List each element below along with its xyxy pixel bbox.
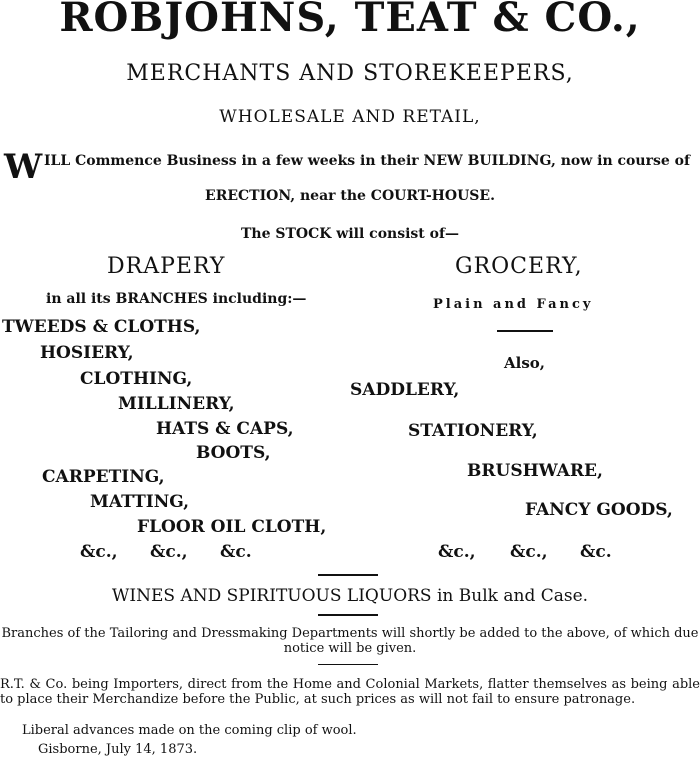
grocery-rule (497, 330, 553, 332)
drapery-item: CARPETING, (42, 467, 165, 487)
drapery-item: FLOOR OIL CLOTH, (137, 517, 327, 537)
also-label: Also, (504, 354, 546, 372)
intro-line-1: ILL Commence Business in a few weeks in their NEW BUILDING, now in course of (44, 153, 690, 169)
section-rule (318, 664, 378, 665)
intro-line-2: ERECTION, near the COURT-HOUSE. (205, 188, 495, 204)
grocery-item: BRUSHWARE, (467, 461, 603, 481)
section-rule (318, 574, 378, 576)
drapery-item: BOOTS, (196, 443, 271, 463)
drapery-etc: &c., (80, 542, 118, 562)
grocery-heading: GROCERY, (455, 254, 583, 279)
drapery-item: HOSIERY, (40, 343, 134, 363)
drapery-etc: &c., (150, 542, 188, 562)
drapery-item: HATS & CAPS, (156, 419, 294, 439)
grocery-etc: &c., (438, 542, 476, 562)
drapery-subheading: in all its BRANCHES including:— (46, 291, 307, 307)
stock-line: The STOCK will consist of— (241, 226, 459, 242)
grocery-subheading: Plain and Fancy (433, 297, 594, 312)
importers-paragraph: R.T. & Co. being Importers, direct from the Home and Colonial Markets, flatter themselves as being able to place their Merchandize before the Public, at such prices as will not fail to ensure patronage. (0, 677, 700, 707)
grocery-etc: &c., (510, 542, 548, 562)
grocery-etc: &c. (580, 542, 612, 562)
drapery-item: MILLINERY, (118, 394, 235, 414)
grocery-item: SADDLERY, (350, 380, 460, 400)
drapery-item: MATTING, (90, 492, 190, 512)
subtitle-merchants: MERCHANTS AND STOREKEEPERS, (126, 61, 574, 86)
subtitle-wholesale: WHOLESALE AND RETAIL, (219, 107, 481, 127)
wines-line: WINES AND SPIRITUOUS LIQUORS in Bulk and Case. (111, 586, 589, 606)
drop-cap: W (4, 147, 43, 187)
grocery-item: STATIONERY, (408, 421, 538, 441)
grocery-item: FANCY GOODS, (525, 500, 673, 520)
liberal-advances-line: Liberal advances made on the coming clip of wool. (22, 723, 357, 738)
branches-notice: Branches of the Tailoring and Dressmaking Departments will shortly be added to the above, of which due notice will be given. (1, 626, 699, 656)
drapery-heading: DRAPERY (107, 254, 226, 279)
drapery-etc: &c. (220, 542, 252, 562)
drapery-item: TWEEDS & CLOTHS, (2, 317, 201, 337)
section-rule (318, 614, 378, 616)
page-title: ROBJOHNS, TEAT & CO., (59, 0, 641, 41)
drapery-item: CLOTHING, (80, 369, 193, 389)
dateline: Gisborne, July 14, 1873. (38, 742, 198, 757)
